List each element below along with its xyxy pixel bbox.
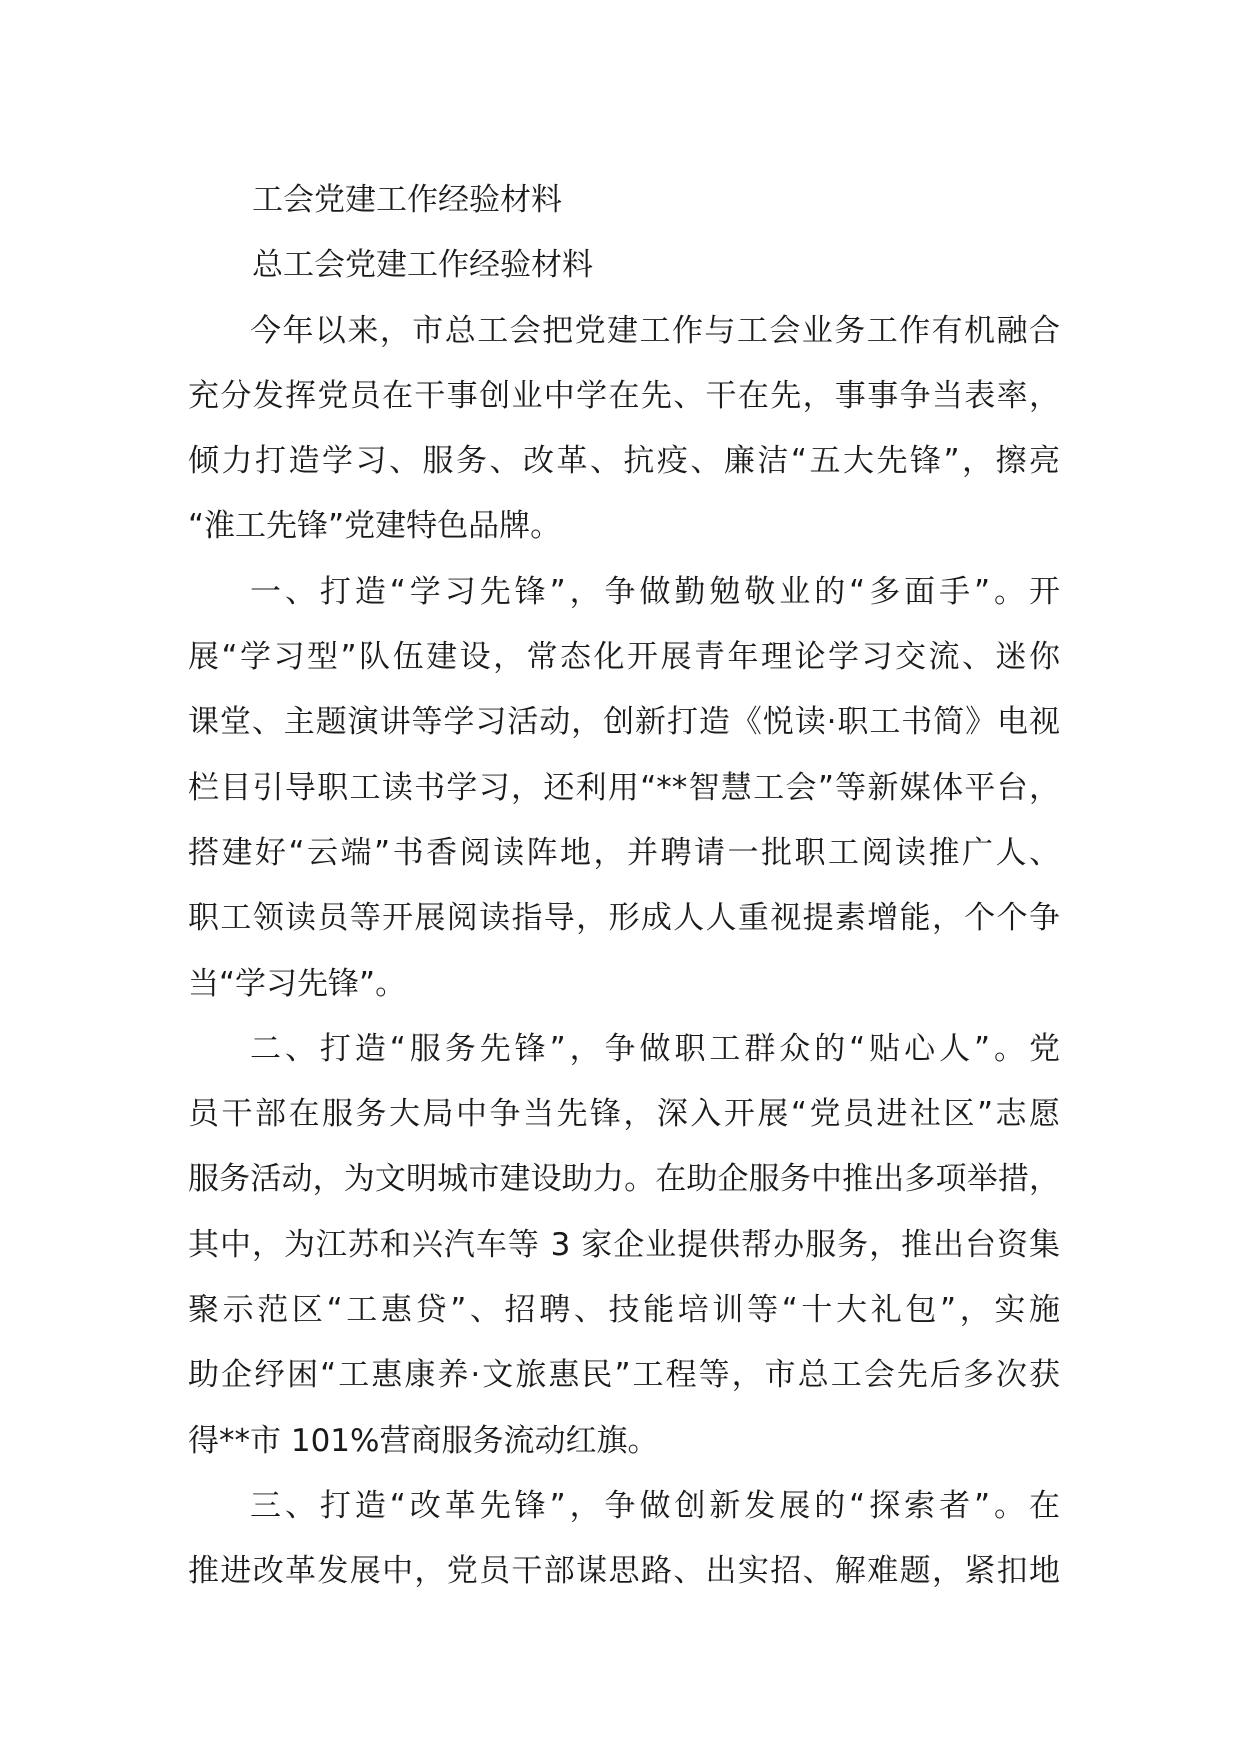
paragraph-line: 推进改革发展中，党员干部谋思路、出实招、解难题，紧扣地 [188,1553,1060,1590]
paragraph-line: 一、打造“学习先锋”，争做勤勉敬业的“多面手”。开 [250,573,1060,610]
paragraph-line: 聚示范区“工惠贷”、招聘、技能培训等“十大礼包”，实施 [188,1292,1060,1329]
paragraph-line: 今年以来，市总工会把党建工作与工会业务工作有机融合 [250,312,1060,349]
paragraph-line: 助企纾困“工惠康养·文旅惠民”工程等，市总工会先后多次获 [188,1357,1060,1394]
paragraph-line: 当“学习先锋”。 [188,965,407,1002]
paragraph-line: 得**市 101%营商服务流动红旗。 [188,1422,659,1459]
paragraph-line: 搭建好“云端”书香阅读阵地，并聘请一批职工阅读推广人、 [188,834,1060,871]
document-subtitle: 总工会党建工作经验材料 [252,247,593,284]
paragraph-line: 职工领读员等开展阅读指导，形成人人重视提素增能，个个争 [188,900,1060,937]
paragraph-line: 员干部在服务大局中争当先锋，深入开展“党员进社区”志愿 [188,1096,1060,1133]
paragraph-line: “淮工先锋”党建特色品牌。 [188,508,562,545]
paragraph-line: 倾力打造学习、服务、改革、抗疫、廉洁“五大先锋”，擦亮 [188,443,1060,480]
paragraph-line: 三、打造“改革先锋”，争做创新发展的“探索者”。在 [250,1487,1060,1524]
paragraph-line: 栏目引导职工读书学习，还利用“**智慧工会”等新媒体平台， [188,769,1060,806]
paragraph-line: 课堂、主题演讲等学习活动，创新打造《悦读·职工书简》电视 [188,704,1060,741]
paragraph-line: 服务活动，为文明城市建设助力。在助企服务中推出多项举措， [188,1161,1060,1198]
paragraph-line: 展“学习型”队伍建设，常态化开展青年理论学习交流、迷你 [188,639,1060,676]
paragraph-line: 其中，为江苏和兴汽车等 3 家企业提供帮办服务，推出台资集 [188,1226,1060,1263]
document-body [188,168,1060,1605]
paragraph-reform-pioneer [188,1474,1060,1605]
paragraph-service-pioneer [188,1017,1060,1474]
document-title: 工会党建工作经验材料 [252,182,562,218]
paragraph-learning-pioneer [188,560,1060,1017]
paragraph-line: 充分发挥党员在干事创业中学在先、干在先，事事争当表率， [188,377,1060,414]
paragraph-intro [188,299,1060,560]
paragraph-line: 二、打造“服务先锋”，争做职工群众的“贴心人”。党 [250,1030,1060,1067]
